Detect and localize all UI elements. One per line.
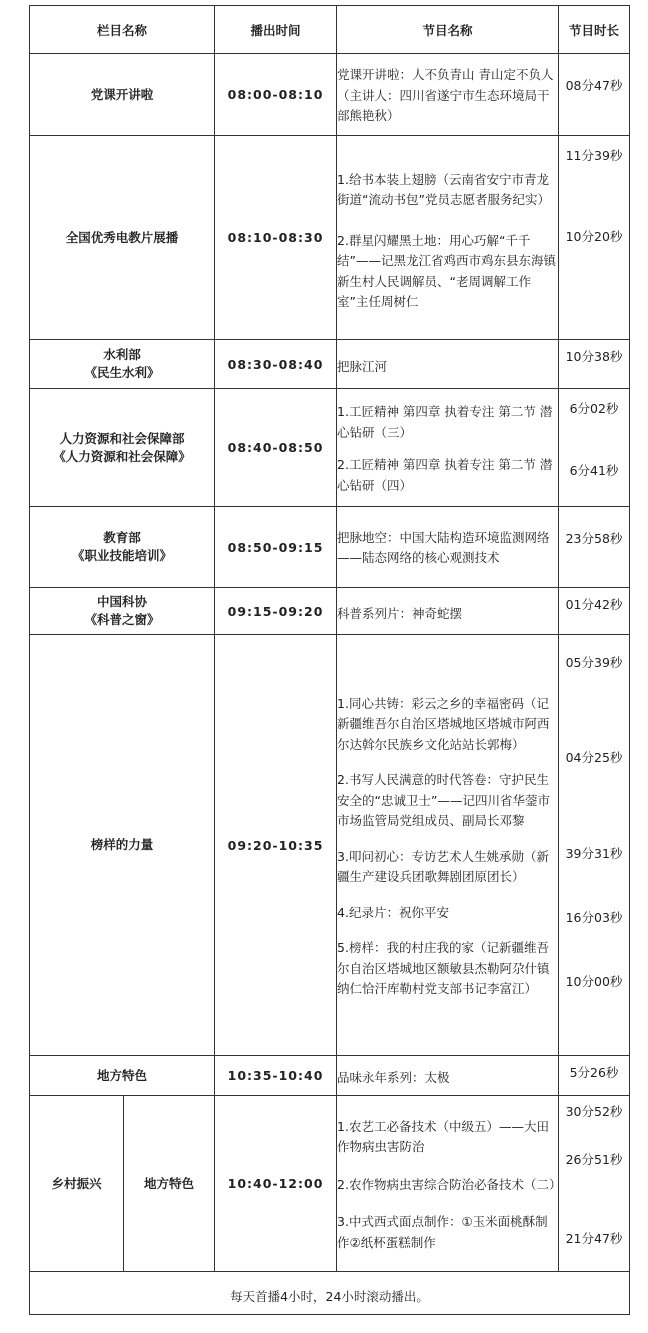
duration-cell: [559, 1056, 630, 1096]
program-item: 2.群星闪耀黑土地：用心巧解“千千结”——记黑龙江省鸡西市鸡东县东海镇新生村人民调解员、“老周调解工作室”主任周树仁: [337, 232, 556, 309]
column-name-line: 全国优秀电教片展播: [65, 229, 179, 245]
air-time: 08:10-08:30: [215, 136, 337, 340]
program-item: 1.给书本装上翅膀（云南省安宁市青龙街道“流动书包”党员志愿者服务纪实）: [337, 171, 550, 207]
footer-note: [30, 1272, 630, 1315]
column-name-line: 中国科协: [97, 594, 148, 609]
column-name-line: 人力资源和社会保障部: [59, 430, 185, 446]
column-name: [30, 136, 215, 340]
air-time: 08:40-08:50: [215, 389, 337, 507]
column-name: [30, 635, 215, 1056]
column-name-line: 《人力资源和社会保障》: [53, 448, 191, 464]
duration-value: 26分51秒: [565, 1152, 623, 1167]
program-item: 2.农作物病虫害综合防治必备技术（二）: [337, 1176, 562, 1192]
duration-value: 5分26秒: [569, 1065, 619, 1080]
table-row: [30, 1096, 630, 1272]
table-row: [30, 588, 630, 635]
air-time: 09:20-10:35: [215, 635, 337, 1056]
program-item: 把脉地空：中国大陆构造环境监测网络——陆态网络的核心观测技术: [337, 529, 550, 565]
duration-value: 6分02秒: [569, 401, 619, 416]
column-name: [30, 1056, 215, 1096]
program-item: 3.叩问初心：专访艺术人生姚承勋（新疆生产建设兵团歌舞剧团原团长）: [337, 848, 549, 884]
table-row: [30, 136, 630, 340]
duration-cell: [559, 588, 630, 635]
program-item: 把脉江河: [337, 358, 388, 374]
program-cell: [337, 340, 559, 389]
program-cell: [337, 1096, 562, 1272]
duration-value: 11分39秒: [565, 148, 623, 163]
program-item: 2.书写人民满意的时代答卷：守护民生安全的“忠诚卫士”——记四川省华蓥市市场监管局党组成员、副局长邓黎: [337, 772, 550, 828]
air-time: 08:50-09:15: [215, 507, 337, 588]
duration-value: 21分47秒: [565, 1231, 623, 1246]
footer-text: 每天首播4小时，24小时滚动播出。: [230, 1289, 429, 1304]
schedule-table-wrapper: [29, 5, 629, 1316]
column-name-line: 《民生水利》: [84, 365, 160, 380]
column-name-line: 党课开讲啦: [90, 86, 154, 102]
column-name-line: 教育部: [103, 530, 141, 545]
duration-value: 10分38秒: [565, 349, 623, 364]
program-item: 4.纪录片：祝你平安: [337, 904, 449, 920]
duration-value: 6分41秒: [569, 463, 619, 478]
column-name-line: 水利部: [103, 347, 141, 362]
program-item: 1.农艺工必备技术（中级五）——大田作物病虫害防治: [337, 1118, 549, 1155]
table-row: [30, 389, 630, 507]
duration-cell: [559, 1096, 630, 1272]
air-time: 09:15-09:20: [215, 588, 337, 635]
column-name: [30, 340, 215, 389]
program-item: 党课开讲啦：人不负青山 青山定不负人（主讲人：四川省遂宁市生态环境局干部熊艳秋）: [337, 67, 554, 124]
duration-cell: [559, 340, 630, 389]
program-item: 品味永年系列：太极: [337, 1070, 450, 1086]
air-time: 10:40-12:00: [215, 1096, 337, 1272]
duration-value: 01分42秒: [565, 597, 623, 612]
duration-cell: [559, 389, 630, 507]
column-name: [30, 389, 215, 507]
program-cell: [337, 136, 559, 340]
program-cell: [337, 54, 559, 136]
header-program: 节目名称: [337, 6, 559, 54]
program-cell: [337, 389, 559, 507]
table-row: [30, 635, 630, 1056]
air-time: 10:35-10:40: [215, 1056, 337, 1096]
table-row: [30, 54, 630, 136]
header-row: [30, 6, 630, 54]
duration-value: 04分25秒: [565, 750, 623, 765]
header-column: 栏目名称: [30, 6, 215, 54]
duration-value: 05分39秒: [565, 655, 623, 670]
table-row: [30, 507, 630, 588]
duration-value: 10分20秒: [565, 229, 623, 244]
duration-value: 23分58秒: [565, 531, 623, 546]
duration-cell: [559, 136, 630, 340]
column-name-line: 《职业技能培训》: [72, 548, 173, 563]
header-duration: 节目时长: [559, 6, 630, 54]
table-row: [30, 1056, 630, 1096]
column-name: [30, 507, 215, 588]
program-item: 5.榜样：我的村庄我的家（记新疆维吾尔自治区塔城地区额敏县杰勒阿尕什镇纳仁恰汗库勒村党支部书记李富江）: [337, 940, 550, 996]
program-cell: [337, 588, 559, 635]
footer-row: [30, 1272, 630, 1315]
column-name-line: 地方特色: [97, 1067, 148, 1083]
program-item: 1.工匠精神 第四章 执着专注 第二节 潜心钻研（三）: [337, 404, 553, 440]
duration-value: 30分52秒: [565, 1104, 623, 1119]
program-item: 科普系列片：神奇蛇摆: [337, 606, 463, 622]
program-item: 1.同心共铸：彩云之乡的幸福密码（记新疆维吾尔自治区塔城地区塔城市阿西尔达斡尔民族乡文化站站长郭梅）: [337, 695, 550, 752]
column-name-line: 《科普之窗》: [84, 612, 160, 627]
table-row: [30, 340, 630, 389]
air-time: 08:00-08:10: [215, 54, 337, 136]
program-item: 3.中式西式面点制作：①玉米面桃酥制作②纸杯蛋糕制作: [337, 1214, 548, 1250]
program-cell: [337, 1056, 559, 1096]
duration-value: 10分00秒: [565, 974, 623, 989]
column-name-sub: 地方特色: [124, 1096, 215, 1272]
duration-value: 39分31秒: [565, 846, 623, 861]
column-name: [30, 54, 215, 136]
column-name-main: 乡村振兴: [30, 1096, 124, 1272]
duration-value: 08分47秒: [565, 78, 623, 93]
program-item: 2.工匠精神 第四章 执着专注 第二节 潜心钻研（四）: [337, 457, 553, 493]
duration-cell: [559, 635, 630, 1056]
duration-cell: [559, 54, 630, 136]
air-time: 08:30-08:40: [215, 340, 337, 389]
program-cell: [337, 507, 559, 588]
schedule-table: [29, 5, 630, 1315]
column-name: [30, 588, 215, 635]
duration-value: 16分03秒: [565, 910, 623, 925]
header-time: 播出时间: [215, 6, 337, 54]
column-name-line: 榜样的力量: [90, 837, 154, 852]
duration-cell: [559, 507, 630, 588]
program-cell: [337, 635, 559, 1056]
